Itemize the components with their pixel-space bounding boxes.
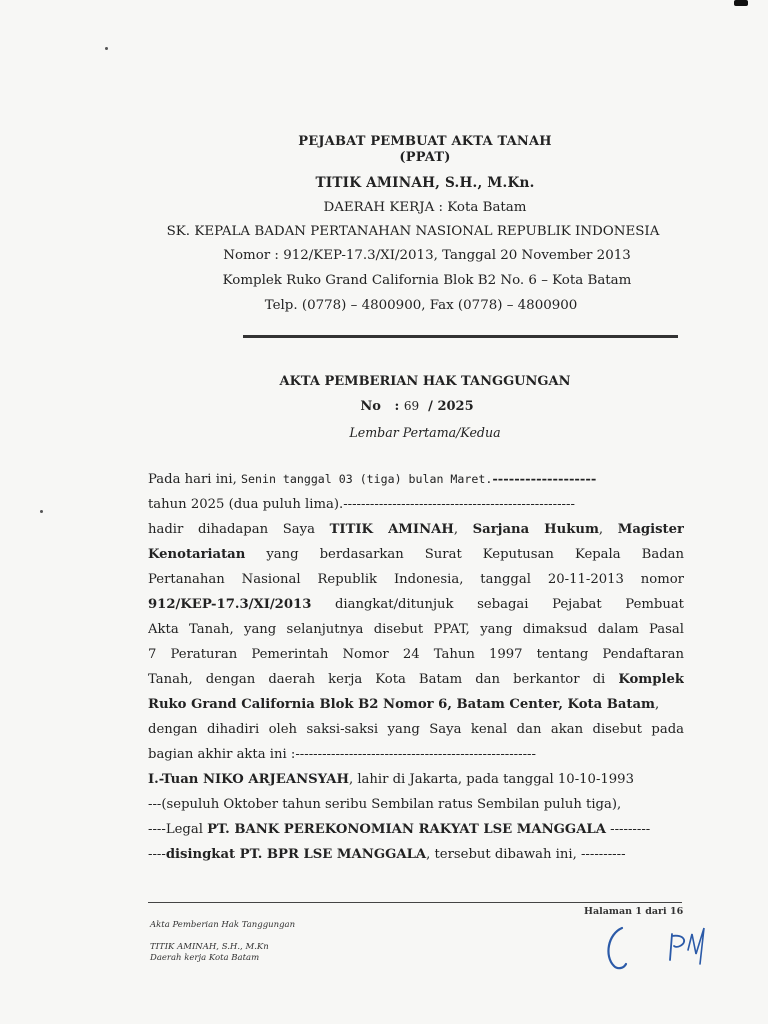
- deed-number: [0, 399, 768, 414]
- body-line: ----Legal PT. BANK PEREKONOMIAN RAKYAT LSE MANGGALA ---------: [148, 822, 651, 837]
- scan-speck: [105, 47, 108, 50]
- body-line: dengan dihadiri oleh saksi-saksi yang Saya kenal dan akan disebut pada: [148, 722, 684, 737]
- scan-speck: [40, 510, 43, 513]
- page-number: Halaman 1 dari 16: [584, 906, 684, 917]
- office-address: Komplek Ruko Grand California Blok B2 No. 6 – Kota Batam: [222, 273, 632, 288]
- officer-name: TITIK AMINAH, S.H., M.Kn.: [315, 175, 535, 191]
- deed-number-label: No: [360, 399, 381, 414]
- deed-sheet: Lembar Pertama/Kedua: [349, 425, 501, 440]
- body-line: Ruko Grand California Blok B2 Nomor 6, Batam Center, Kota Batam,: [148, 697, 660, 712]
- footer-region: Daerah kerja Kota Batam: [150, 953, 260, 963]
- header-divider: [243, 335, 678, 338]
- body-line: ---(sepuluh Oktober tahun seribu Sembilan ratus Sembilan puluh tiga),: [148, 797, 622, 812]
- initials-signature-icon: [600, 920, 720, 980]
- work-region: DAERAH KERJA : Kota Batam: [323, 200, 527, 215]
- footer-doc-title: Akta Pemberian Hak Tanggungan: [150, 920, 296, 930]
- footer-officer: TITIK AMINAH, S.H., M.Kn: [150, 942, 269, 952]
- body-line: 912/KEP-17.3/XI/2013 diangkat/ditunjuk sebagai Pejabat Pembuat: [148, 597, 684, 612]
- body-line: I.-Tuan NIKO ARJEANSYAH, lahir di Jakarta, pada tanggal 10-10-1993: [148, 772, 634, 787]
- body-line: Akta Tanah, yang selanjutnya disebut PPAT, yang dimaksud dalam Pasal: [148, 622, 684, 637]
- body-line: hadir dihadapan Saya TITIK AMINAH, Sarjana Hukum, Magister: [148, 522, 684, 537]
- body-line: tahun 2025 (dua puluh lima).----------------------------------------------------: [148, 497, 575, 512]
- body-line: Tanah, dengan daerah kerja Kota Batam dan berkantor di Komplek: [148, 672, 684, 687]
- decree-number: Nomor : 912/KEP-17.3/XI/2013, Tanggal 20 November 2013: [223, 248, 631, 263]
- decree-issuer: SK. KEPALA BADAN PERTANAHAN NASIONAL REPUBLIK INDONESIA: [166, 224, 660, 239]
- office-abbr: (PPAT): [399, 150, 451, 165]
- body-line: 7 Peraturan Pemerintah Nomor 24 Tahun 1997 tentang Pendaftaran: [148, 647, 684, 662]
- footer-divider: [148, 902, 682, 903]
- office-contact: Telp. (0778) – 4800900, Fax (0778) – 4800900: [264, 298, 578, 313]
- office-title: PEJABAT PEMBUAT AKTA TANAH: [298, 134, 552, 149]
- deed-number-year: / 2025: [428, 399, 474, 414]
- body-line: ----disingkat PT. BPR LSE MANGGALA, tersebut dibawah ini, ----------: [148, 847, 626, 862]
- body-line: Kenotariatan yang berdasarkan Surat Keputusan Kepala Badan: [148, 547, 684, 562]
- body-line: Pertanahan Nasional Republik Indonesia, tanggal 20-11-2013 nomor: [148, 572, 684, 587]
- body-line: Pada hari ini, Senin tanggal 03 (tiga) bulan Maret.-------------------: [148, 472, 597, 487]
- scan-mark: [734, 0, 748, 6]
- deed-title: AKTA PEMBERIAN HAK TANGGUNGAN: [279, 374, 571, 389]
- body-line: bagian akhir akta ini :------------------------------------------------------: [148, 747, 536, 762]
- deed-number-value: 69: [403, 399, 420, 413]
- deed-number-sep: :: [394, 399, 400, 414]
